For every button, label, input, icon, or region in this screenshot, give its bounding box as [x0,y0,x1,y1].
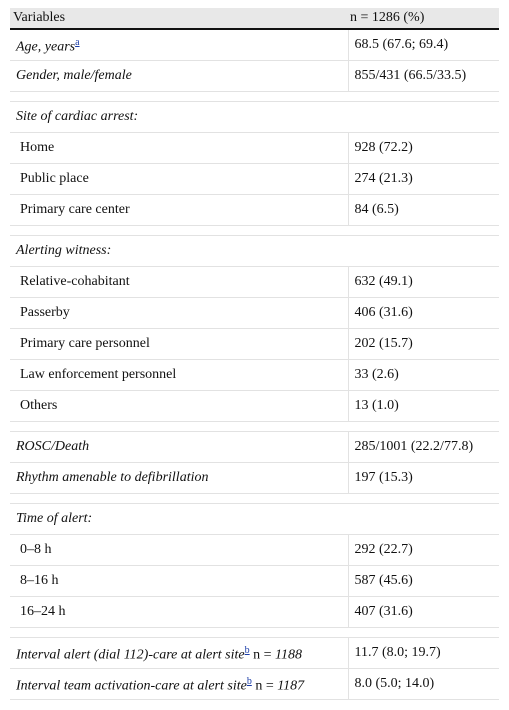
table-row-primary-care-center [10,195,499,226]
row-label-law-enforcement: Law enforcement personnel [10,360,348,391]
row-label-time-0-8: 0–8 h [10,535,348,566]
row-value-age: 68.5 (67.6; 69.4) [348,29,499,61]
footnote-link-b[interactable]: b [244,644,250,656]
table-spacer [10,226,499,236]
row-value-gender: 855/431 (66.5/33.5) [348,61,499,92]
row-value-primary-care-center: 84 (6.5) [348,195,499,226]
row-value-passerby: 406 (31.6) [348,298,499,329]
row-value-public-place: 274 (21.3) [348,164,499,195]
table-row-witness-heading [10,236,499,267]
table-row-law-enforcement [10,360,499,391]
row-label-public-place: Public place [10,164,348,195]
row-value-time-0-8: 292 (22.7) [348,535,499,566]
table-row-gender [10,61,499,92]
table-spacer [10,92,499,102]
row-label-relative: Relative-cohabitant [10,267,348,298]
row-label-others: Others [10,391,348,422]
table-row-relative [10,267,499,298]
row-label-interval-activation: Interval team activation-care at alert site$^b$ n = 1187 [10,669,348,700]
table-spacer [10,422,499,432]
table-row-passerby [10,298,499,329]
table-row-time-0-8 [10,535,499,566]
row-label-age: Age, years$^a$ [10,29,348,61]
row-value-time-16-24: 407 (31.6) [348,597,499,628]
row-value-interval-alert: 11.7 (8.0; 19.7) [348,638,499,669]
row-value-relative: 632 (49.1) [348,267,499,298]
row-value-rhythm: 197 (15.3) [348,463,499,494]
row-label-time-16-24: 16–24 h [10,597,348,628]
characteristics-table [10,8,499,700]
row-label-passerby: Passerby [10,298,348,329]
row-label-time-8-16: 8–16 h [10,566,348,597]
table-spacer [10,628,499,638]
footnote-link-a[interactable]: a [75,36,80,48]
table-row-time-8-16 [10,566,499,597]
row-value-time-8-16: 587 (45.6) [348,566,499,597]
section-heading-time: Time of alert: [10,504,499,535]
row-value-primary-care-personnel: 202 (15.7) [348,329,499,360]
row-value-rosc: 285/1001 (22.2/77.8) [348,432,499,463]
row-value-home: 928 (72.2) [348,133,499,164]
table-row-public-place [10,164,499,195]
table-header-row [10,8,499,29]
table-row-others [10,391,499,422]
row-value-others: 13 (1.0) [348,391,499,422]
table-row-time-heading [10,504,499,535]
header-variables: Variables [10,8,348,29]
row-label-rosc: ROSC/Death [10,432,348,463]
table-spacer [10,494,499,504]
table-row-site-heading [10,102,499,133]
table-row-rhythm [10,463,499,494]
row-label-gender: Gender, male/female [10,61,348,92]
table-row-rosc [10,432,499,463]
table-row-interval-alert [10,638,499,669]
table-row-interval-activation [10,669,499,700]
row-label-rhythm: Rhythm amenable to defibrillation [10,463,348,494]
table-row-primary-care-personnel [10,329,499,360]
row-label-interval-alert: Interval alert (dial 112)-care at alert site$^b$ n = 1188 [10,638,348,669]
characteristics-table-container [10,8,499,700]
row-label-primary-care-personnel: Primary care personnel [10,329,348,360]
section-heading-site: Site of cardiac arrest: [10,102,499,133]
footnote-link-b[interactable]: b [246,675,252,687]
header-n: n = 1286 (%) [348,8,499,29]
row-label-primary-care-center: Primary care center [10,195,348,226]
row-value-interval-activation: 8.0 (5.0; 14.0) [348,669,499,700]
row-value-law-enforcement: 33 (2.6) [348,360,499,391]
table-row-home [10,133,499,164]
row-label-home: Home [10,133,348,164]
table-row-time-16-24 [10,597,499,628]
table-row-age [10,29,499,61]
section-heading-witness: Alerting witness: [10,236,499,267]
